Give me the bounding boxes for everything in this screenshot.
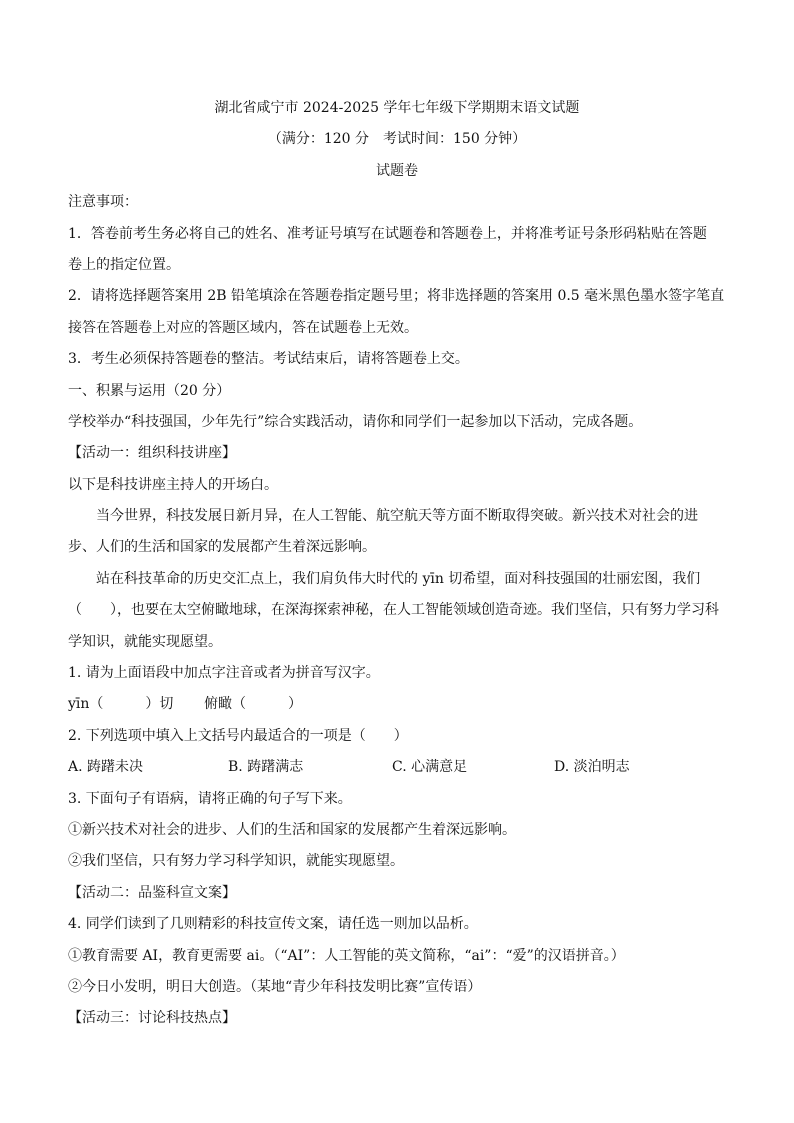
activity-1-intro: 以下是科技讲座主持人的开场白。: [68, 476, 278, 493]
option-c: C. 心满意足: [392, 759, 468, 776]
question-3-sentence-2: ②我们坚信，只有努力学习科学知识，就能实现愿望。: [68, 853, 404, 870]
note-item-2-line-1: 2．请将选择题答案用 2B 铅笔填涂在答题卷指定题号里；将非选择题的答案用 0.5 毫米黑色墨水签字笔直: [68, 288, 725, 305]
exam-title: 湖北省咸宁市 2024-2025 学年七年级下学期期末语文试题: [214, 100, 580, 116]
question-3: 3. 下面句子有语病，请将正确的句子写下来。: [68, 790, 352, 807]
question-3-sentence-1: ①新兴技术对社会的进步、人们的生活和国家的发展都产生着深远影响。: [68, 821, 516, 838]
question-4-slogan-2: ②今日小发明，明日大创造。（某地“青少年科技发明比赛”宣传语）: [68, 978, 482, 995]
note-item-3: 3．考生必须保持答题卷的整洁。考试结束后，请将答题卷上交。: [68, 351, 469, 368]
part-1-heading: 一、积累与运用（20 分）: [68, 382, 231, 399]
question-1-blanks: [68, 694, 726, 714]
passage-para-2-line-2: （ ），也要在太空俯瞰地球，在深海探索神秘，在人工智能领域创造奇迹。我们坚信，只有努力学习科: [68, 602, 719, 619]
question-4: 4. 同学们读到了几则精彩的科技宣传文案，请任选一则加以品析。: [68, 916, 478, 933]
passage-para-2-line-3: 学知识，就能实现愿望。: [68, 633, 222, 650]
exam-page: [68, 98, 726, 1028]
option-b: B. 踌躇满志: [228, 759, 304, 776]
note-item-1-line-1: 1．答卷前考生务必将自己的姓名、准考证号填写在试题卷和答题卷上，并将准考证号条形码粘贴在答题: [68, 225, 707, 242]
notes-heading: 注意事项：: [68, 194, 138, 211]
passage-para-1-line-1: 当今世界，科技发展日新月异，在人工智能、航空航天等方面不断取得突破。新兴技术对社会的进: [96, 508, 698, 525]
question-1: 1. 请为上面语段中加点字注音或者为拼音写汉字。: [68, 665, 380, 682]
option-d: D. 淡泊明志: [554, 759, 630, 776]
question-1-blank-2: 俯瞰（ ）: [204, 696, 302, 713]
question-2: 2. 下列选项中填入上文括号内最适合的一项是（ ）: [68, 727, 408, 744]
question-4-slogan-1: ①教育需要 AI，教育更需要 ai。（“AI”：人工智能的英文简称，“ai”：“爱”的汉语拼音。）: [68, 947, 625, 964]
question-2-options: [68, 757, 708, 777]
passage-para-2-line-1: 站在科技革命的历史交汇点上，我们肩负伟大时代的 yīn 切希望，面对科技强国的壮丽宏图，我们: [96, 570, 701, 587]
activity-3-heading: 【活动三：讨论科技热点】: [68, 1010, 236, 1027]
activity-1-heading: 【活动一：组织科技讲座】: [68, 445, 236, 462]
section-label: 试题卷: [376, 162, 418, 179]
passage-para-1-line-2: 步、人们的生活和国家的发展都产生着深远影响。: [68, 539, 376, 556]
note-item-1-line-2: 卷上的指定位置。: [68, 256, 180, 273]
part-1-intro: 学校举办“科技强国，少年先行”综合实践活动，请你和同学们一起参加以下活动，完成各题。: [68, 413, 643, 430]
note-item-2-line-2: 接答在答题卷上对应的答题区域内，答在试题卷上无效。: [68, 319, 418, 336]
option-a: A. 踌躇未决: [68, 759, 144, 776]
exam-score-time: （满分：120 分 考试时间：150 分钟）: [267, 131, 527, 148]
question-1-blank-1: yīn（ ）切: [68, 696, 174, 713]
activity-2-heading: 【活动二：品鉴科宣文案】: [68, 884, 236, 901]
